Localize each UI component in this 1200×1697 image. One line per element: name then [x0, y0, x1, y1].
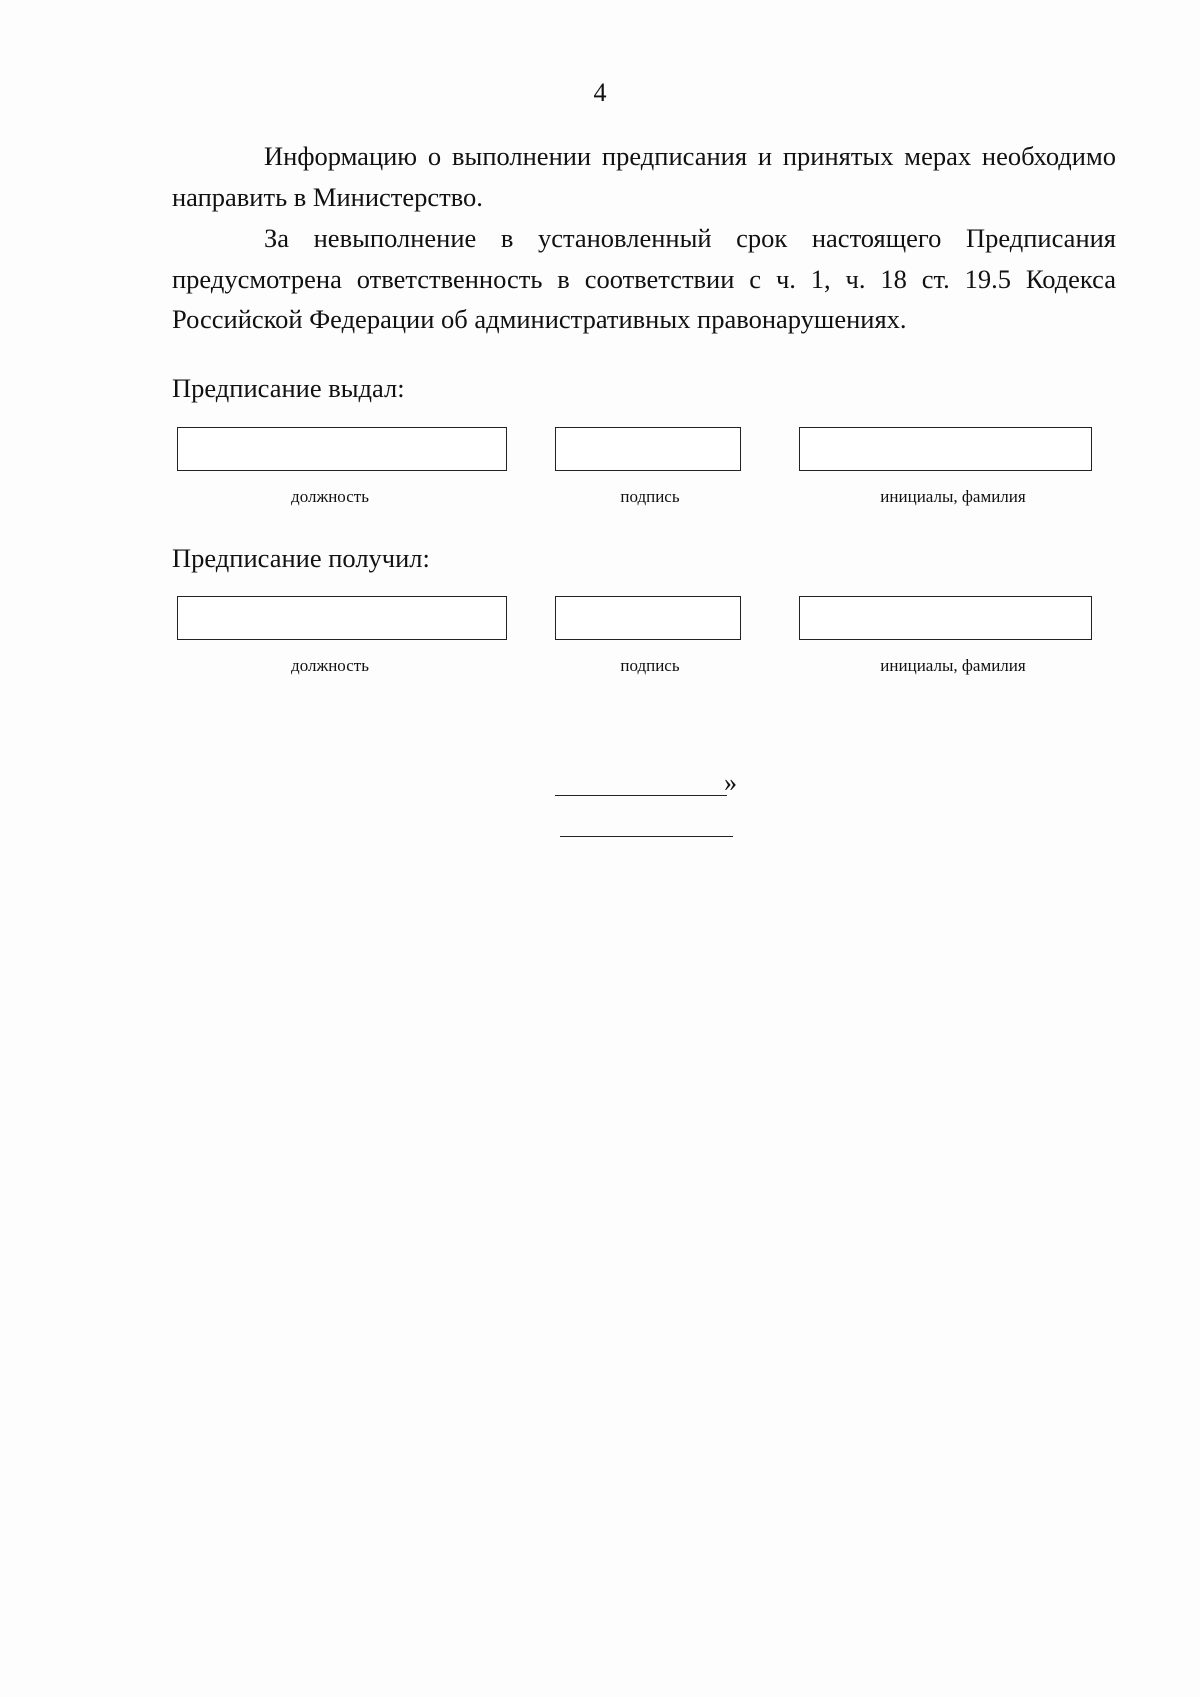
date-blank-line[interactable]: [555, 795, 727, 796]
issued-by-position-field[interactable]: [177, 427, 507, 471]
received-by-position-caption: должность: [291, 656, 369, 675]
issued-by-signature-field[interactable]: [555, 427, 741, 471]
paragraph-liability: [172, 218, 1116, 340]
issued-by-name-caption: инициалы, фамилия: [880, 487, 1026, 506]
issued-by-signature-caption: подпись: [620, 487, 680, 506]
issued-by-position-caption: должность: [291, 487, 369, 506]
received-by-label: Предписание получил:: [172, 543, 430, 573]
paragraph-info-submission: [172, 136, 1116, 217]
received-by-name-caption: инициалы, фамилия: [880, 656, 1026, 675]
received-by-position-field[interactable]: [177, 596, 507, 640]
bottom-blank-line[interactable]: [560, 836, 733, 837]
received-by-name-field[interactable]: [799, 596, 1092, 640]
received-by-signature-field[interactable]: [555, 596, 741, 640]
paragraph-text: За невыполнение в установленный срок настоящего Предписания предусмотрена ответственность в соответствии с ч. 1, ч. 18 ст. 19.5 Кодекса Российской Федерации об административных правонарушениях.: [172, 223, 1116, 334]
issued-by-name-field[interactable]: [799, 427, 1092, 471]
received-by-signature-caption: подпись: [620, 656, 680, 675]
date-closing-quote: »: [724, 768, 737, 797]
page-number: 4: [593, 78, 607, 107]
issued-by-label: Предписание выдал:: [172, 373, 405, 403]
paragraph-text: Информацию о выполнении предписания и принятых мерах необходимо направить в Министерство.: [172, 141, 1116, 212]
